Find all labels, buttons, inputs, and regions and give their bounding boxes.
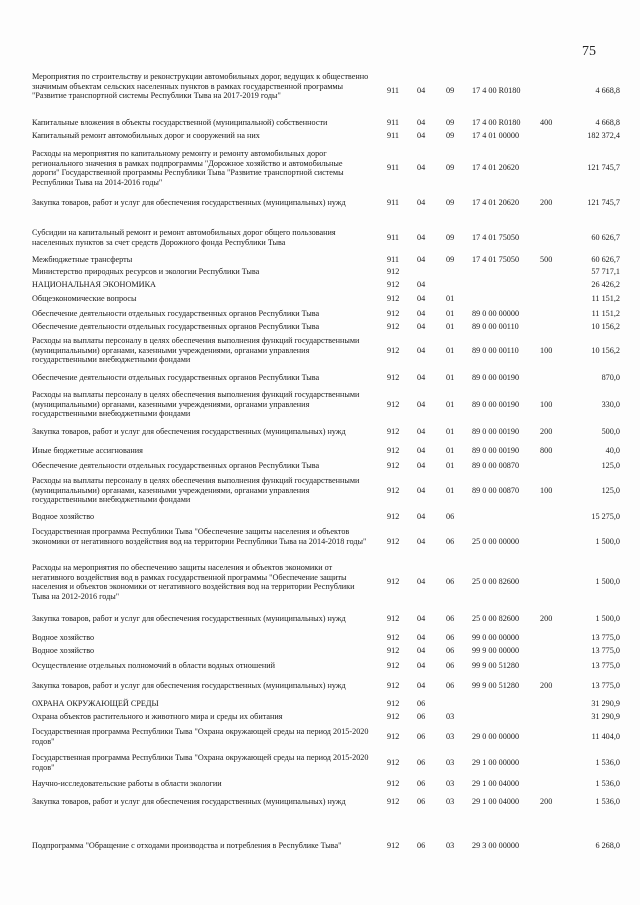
row-admin-code: 912 bbox=[387, 461, 400, 470]
row-name: Расходы на выплаты персоналу в целях обеспечения выполнения функций государственными (муниципальными) органами, казенными учреждениями, органами управления государственными внебюджетными фондами bbox=[32, 476, 360, 505]
row-target-article: 25 0 00 00000 bbox=[472, 536, 520, 546]
row-section-code: 06 bbox=[417, 757, 426, 767]
row-section-code: 04 bbox=[417, 661, 426, 670]
row-subsection-code: 06 bbox=[446, 681, 455, 690]
row-name: Межбюджетные трансферты bbox=[32, 255, 133, 264]
row-name: Закупка товаров, работ и услуг для обеспечения государственных (муниципальных) нужд bbox=[32, 614, 346, 623]
row-expense-type: 200 bbox=[540, 614, 553, 623]
row-admin-code: 912 bbox=[387, 757, 400, 767]
row-target-article: 29 3 00 00000 bbox=[472, 841, 520, 850]
row-amount: 1 536,0 bbox=[595, 757, 620, 767]
row-target-article: 17 4 00 R0180 bbox=[472, 118, 521, 127]
row-amount: 182 372,4 bbox=[587, 131, 620, 140]
row-subsection-code: 01 bbox=[446, 309, 455, 318]
row-target-article: 89 0 00 00110 bbox=[472, 322, 519, 331]
row-amount: 13 775,0 bbox=[591, 646, 620, 655]
row-amount: 40,0 bbox=[605, 446, 620, 455]
row-target-article: 17 4 01 20620 bbox=[472, 198, 520, 207]
row-name: Расходы на выплаты персоналу в целях обеспечения выполнения функций государственными (муниципальными) органами, казенными учреждениями, органами управления государственными внебюджетными фондами bbox=[32, 336, 360, 365]
row-section-code: 04 bbox=[417, 232, 426, 242]
row-section-code: 04 bbox=[417, 255, 426, 264]
row-amount: 60 626,7 bbox=[591, 255, 620, 264]
row-target-article: 99 0 00 00000 bbox=[472, 633, 520, 642]
row-subsection-code: 06 bbox=[446, 577, 455, 587]
row-amount: 31 290,9 bbox=[591, 712, 620, 721]
row-admin-code: 912 bbox=[387, 712, 400, 721]
row-subsection-code: 03 bbox=[446, 757, 455, 767]
row-name: Государственная программа Республики Тыва "Охрана окружающей среды на период 2015-2020 годов" bbox=[32, 753, 369, 772]
row-admin-code: 912 bbox=[387, 427, 400, 436]
row-section-code: 06 bbox=[417, 841, 426, 850]
row-name: Обеспечение деятельности отдельных государственных органов Республики Тыва bbox=[32, 373, 320, 382]
row-name: Закупка товаров, работ и услуг для обеспечения государственных (муниципальных) нужд bbox=[32, 427, 346, 436]
row-target-article: 89 0 00 00190 bbox=[472, 399, 520, 409]
row-subsection-code: 01 bbox=[446, 294, 455, 303]
row-admin-code: 911 bbox=[387, 131, 399, 140]
row-amount: 13 775,0 bbox=[591, 633, 620, 642]
row-target-article: 29 0 00 00000 bbox=[472, 731, 520, 741]
row-subsection-code: 06 bbox=[446, 661, 455, 670]
row-amount: 500,0 bbox=[601, 427, 620, 436]
row-section-code: 04 bbox=[417, 633, 426, 642]
row-target-article: 99 9 00 51280 bbox=[472, 661, 520, 670]
row-target-article: 29 1 00 04000 bbox=[472, 779, 520, 788]
row-target-article: 25 0 00 82600 bbox=[472, 614, 520, 623]
row-subsection-code: 09 bbox=[446, 232, 455, 242]
row-expense-type: 200 bbox=[540, 427, 553, 436]
row-subsection-code: 01 bbox=[446, 485, 455, 495]
row-section-code: 04 bbox=[417, 485, 426, 495]
row-target-article: 89 0 00 00110 bbox=[472, 345, 519, 355]
row-section-code: 04 bbox=[417, 681, 426, 690]
row-section-code: 04 bbox=[417, 163, 426, 173]
row-admin-code: 911 bbox=[387, 198, 399, 207]
row-name: Государственная программа Республики Тыва "Охрана окружающей среды на период 2015-2020 годов" bbox=[32, 727, 369, 746]
row-admin-code: 912 bbox=[387, 322, 400, 331]
row-subsection-code: 06 bbox=[446, 512, 455, 521]
row-name: Осуществление отдельных полномочий в области водных отношений bbox=[32, 661, 275, 670]
row-admin-code: 911 bbox=[387, 86, 399, 96]
row-amount: 125,0 bbox=[601, 461, 620, 470]
row-name: Обеспечение деятельности отдельных государственных органов Республики Тыва bbox=[32, 322, 320, 331]
row-target-article: 89 0 00 00190 bbox=[472, 446, 520, 455]
row-target-article: 89 0 00 00190 bbox=[472, 373, 520, 382]
row-target-article: 25 0 00 82600 bbox=[472, 577, 520, 587]
row-section-code: 04 bbox=[417, 512, 426, 521]
row-name: Государственная программа Республики Тыва "Обеспечение защиты населения и объектов экономики от негативного воздействия вод на территории Республики Тыва на 2014-2018 годы" bbox=[32, 527, 367, 546]
row-admin-code: 912 bbox=[387, 267, 400, 276]
row-subsection-code: 01 bbox=[446, 446, 455, 455]
row-name: Расходы на выплаты персоналу в целях обеспечения выполнения функций государственными (муниципальными) органами, казенными учреждениями, органами управления государственными внебюджетными фондами bbox=[32, 390, 360, 419]
row-amount: 1 536,0 bbox=[595, 797, 620, 806]
row-admin-code: 912 bbox=[387, 646, 400, 655]
row-section-code: 04 bbox=[417, 373, 426, 382]
row-subsection-code: 01 bbox=[446, 345, 455, 355]
row-subsection-code: 03 bbox=[446, 841, 455, 850]
row-target-article: 29 1 00 00000 bbox=[472, 757, 520, 767]
row-admin-code: 911 bbox=[387, 163, 399, 173]
row-name: Водное хозяйство bbox=[32, 512, 95, 521]
row-subsection-code: 09 bbox=[446, 163, 455, 173]
row-admin-code: 912 bbox=[387, 280, 400, 289]
row-admin-code: 912 bbox=[387, 731, 400, 741]
row-subsection-code: 09 bbox=[446, 86, 455, 96]
row-admin-code: 912 bbox=[387, 309, 400, 318]
row-section-code: 04 bbox=[417, 294, 426, 303]
row-name: Расходы на мероприятия по обеспечению защиты населения и объектов экономики от негативного воздействия вод в рамках государственной программы "Обеспечение защиты населения и объектов экономики от негативного воздействия вод на территории Республики Тыва на 2012-2016 годы" bbox=[32, 563, 355, 601]
row-target-article: 17 4 01 75050 bbox=[472, 232, 520, 242]
row-section-code: 04 bbox=[417, 309, 426, 318]
row-name: Водное хозяйство bbox=[32, 633, 95, 642]
row-expense-type: 800 bbox=[540, 446, 553, 455]
row-amount: 11 151,2 bbox=[591, 309, 620, 318]
row-amount: 10 156,2 bbox=[591, 322, 620, 331]
page-number: 75 bbox=[582, 44, 596, 59]
row-admin-code: 912 bbox=[387, 577, 400, 587]
row-section-code: 06 bbox=[417, 797, 426, 806]
row-subsection-code: 01 bbox=[446, 461, 455, 470]
row-expense-type: 100 bbox=[540, 399, 553, 409]
row-section-code: 04 bbox=[417, 577, 426, 587]
row-admin-code: 912 bbox=[387, 661, 400, 670]
row-expense-type: 200 bbox=[540, 681, 553, 690]
row-section-code: 04 bbox=[417, 399, 426, 409]
row-section-code: 04 bbox=[417, 280, 426, 289]
row-name: Закупка товаров, работ и услуг для обеспечения государственных (муниципальных) нужд bbox=[32, 797, 346, 806]
row-admin-code: 912 bbox=[387, 536, 400, 546]
row-expense-type: 200 bbox=[540, 198, 553, 207]
row-amount: 1 536,0 bbox=[595, 779, 620, 788]
row-name: Закупка товаров, работ и услуг для обеспечения государственных (муниципальных) нужд bbox=[32, 198, 346, 207]
row-amount: 1 500,0 bbox=[595, 536, 620, 546]
row-section-code: 04 bbox=[417, 536, 426, 546]
row-amount: 4 668,8 bbox=[595, 118, 620, 127]
row-section-code: 04 bbox=[417, 86, 426, 96]
row-section-code: 04 bbox=[417, 646, 426, 655]
row-subsection-code: 06 bbox=[446, 633, 455, 642]
row-name: Обеспечение деятельности отдельных государственных органов Республики Тыва bbox=[32, 461, 320, 470]
row-subsection-code: 09 bbox=[446, 118, 455, 127]
row-section-code: 04 bbox=[417, 131, 426, 140]
row-subsection-code: 06 bbox=[446, 536, 455, 546]
row-admin-code: 912 bbox=[387, 294, 400, 303]
row-amount: 15 275,0 bbox=[591, 512, 620, 521]
row-name: Субсидии на капитальный ремонт и ремонт автомобильных дорог общего пользования населенных пунктов за счет средств Дорожного фонда Республики Тыва bbox=[32, 228, 336, 247]
row-subsection-code: 09 bbox=[446, 198, 455, 207]
row-amount: 31 290,9 bbox=[591, 699, 620, 708]
row-name: НАЦИОНАЛЬНАЯ ЭКОНОМИКА bbox=[32, 280, 156, 289]
row-subsection-code: 01 bbox=[446, 373, 455, 382]
row-name: Капитальные вложения в объекты государственной (муниципальной) собственности bbox=[32, 118, 328, 127]
row-expense-type: 100 bbox=[540, 485, 553, 495]
row-expense-type: 200 bbox=[540, 797, 553, 806]
row-target-article: 89 0 00 00190 bbox=[472, 427, 520, 436]
row-target-article: 89 0 00 00870 bbox=[472, 485, 520, 495]
row-name: Министерство природных ресурсов и экологии Республики Тыва bbox=[32, 267, 260, 276]
row-section-code: 04 bbox=[417, 118, 426, 127]
row-admin-code: 912 bbox=[387, 681, 400, 690]
row-subsection-code: 06 bbox=[446, 614, 455, 623]
row-amount: 11 404,0 bbox=[591, 731, 620, 741]
row-subsection-code: 01 bbox=[446, 427, 455, 436]
row-target-article: 17 4 00 R0180 bbox=[472, 86, 521, 96]
row-section-code: 06 bbox=[417, 731, 426, 741]
row-subsection-code: 01 bbox=[446, 322, 455, 331]
row-admin-code: 912 bbox=[387, 633, 400, 642]
row-name: Охрана объектов растительного и животного мира и среды их обитания bbox=[32, 712, 283, 721]
row-admin-code: 912 bbox=[387, 512, 400, 521]
row-amount: 57 717,1 bbox=[591, 267, 620, 276]
row-admin-code: 912 bbox=[387, 345, 400, 355]
row-amount: 330,0 bbox=[601, 399, 620, 409]
row-admin-code: 912 bbox=[387, 841, 400, 850]
row-admin-code: 911 bbox=[387, 118, 399, 127]
row-section-code: 04 bbox=[417, 614, 426, 623]
row-target-article: 99 9 00 00000 bbox=[472, 646, 520, 655]
row-section-code: 04 bbox=[417, 198, 426, 207]
row-expense-type: 500 bbox=[540, 255, 553, 264]
row-name: Мероприятия по строительству и реконструкции автомобильных дорог, ведущих к общественно значимым объектам сельских населенных пунктов в рамках государственной программы "Развитие транспортной системы Республики Тыва на 2017-2019 годы" bbox=[32, 72, 369, 101]
row-name: Иные бюджетные ассигнования bbox=[32, 446, 143, 455]
row-section-code: 04 bbox=[417, 461, 426, 470]
row-target-article: 17 4 01 20620 bbox=[472, 163, 520, 173]
row-name: Обеспечение деятельности отдельных государственных органов Республики Тыва bbox=[32, 309, 320, 318]
row-amount: 121 745,7 bbox=[587, 163, 620, 173]
row-subsection-code: 09 bbox=[446, 255, 455, 264]
row-amount: 13 775,0 bbox=[591, 661, 620, 670]
row-subsection-code: 03 bbox=[446, 797, 455, 806]
row-amount: 121 745,7 bbox=[587, 198, 620, 207]
row-target-article: 89 0 00 00870 bbox=[472, 461, 520, 470]
row-target-article: 89 0 00 00000 bbox=[472, 309, 520, 318]
row-expense-type: 400 bbox=[540, 118, 553, 127]
row-subsection-code: 09 bbox=[446, 131, 455, 140]
row-admin-code: 911 bbox=[387, 232, 399, 242]
row-section-code: 06 bbox=[417, 712, 426, 721]
row-admin-code: 911 bbox=[387, 255, 399, 264]
row-expense-type: 100 bbox=[540, 345, 553, 355]
row-admin-code: 912 bbox=[387, 779, 400, 788]
row-admin-code: 912 bbox=[387, 446, 400, 455]
row-name: Научно-исследовательские работы в области экологии bbox=[32, 779, 222, 788]
row-amount: 60 626,7 bbox=[591, 232, 620, 242]
row-name: Подпрограмма "Обращение с отходами производства и потребления в Республике Тыва" bbox=[32, 841, 342, 850]
row-subsection-code: 06 bbox=[446, 646, 455, 655]
row-admin-code: 912 bbox=[387, 373, 400, 382]
row-section-code: 06 bbox=[417, 779, 426, 788]
row-section-code: 04 bbox=[417, 322, 426, 331]
row-name: Закупка товаров, работ и услуг для обеспечения государственных (муниципальных) нужд bbox=[32, 681, 346, 690]
row-amount: 1 500,0 bbox=[595, 614, 620, 623]
row-amount: 4 668,8 bbox=[595, 86, 620, 96]
row-amount: 870,0 bbox=[601, 373, 620, 382]
row-admin-code: 912 bbox=[387, 614, 400, 623]
row-subsection-code: 03 bbox=[446, 712, 455, 721]
row-target-article: 17 4 01 00000 bbox=[472, 131, 520, 140]
row-subsection-code: 03 bbox=[446, 779, 455, 788]
row-amount: 6 268,0 bbox=[595, 841, 620, 850]
row-amount: 13 775,0 bbox=[591, 681, 620, 690]
row-target-article: 29 1 00 04000 bbox=[472, 797, 520, 806]
row-name: Общеэкономические вопросы bbox=[32, 294, 137, 303]
row-section-code: 04 bbox=[417, 427, 426, 436]
row-subsection-code: 03 bbox=[446, 731, 455, 741]
row-admin-code: 912 bbox=[387, 485, 400, 495]
row-amount: 26 426,2 bbox=[591, 280, 620, 289]
row-target-article: 99 9 00 51280 bbox=[472, 681, 520, 690]
row-section-code: 04 bbox=[417, 345, 426, 355]
row-amount: 10 156,2 bbox=[591, 345, 620, 355]
row-name: Расходы на мероприятия по капитальному ремонту и ремонту автомобильных дорог регионального значения в рамках подпрограммы "Дорожное хозяйство и автомобильные дороги" Государственной программы Республики Тыва "Развитие транспортной системы Республики Тыва на 2014-2016 годы" bbox=[32, 149, 344, 187]
row-section-code: 04 bbox=[417, 446, 426, 455]
row-subsection-code: 01 bbox=[446, 399, 455, 409]
row-name: ОХРАНА ОКРУЖАЮЩЕЙ СРЕДЫ bbox=[32, 699, 159, 708]
row-admin-code: 912 bbox=[387, 797, 400, 806]
row-target-article: 17 4 01 75050 bbox=[472, 255, 520, 264]
row-section-code: 06 bbox=[417, 699, 426, 708]
row-amount: 1 500,0 bbox=[595, 577, 620, 587]
row-admin-code: 912 bbox=[387, 399, 400, 409]
row-amount: 125,0 bbox=[601, 485, 620, 495]
row-name: Капитальный ремонт автомобильных дорог и сооружений на них bbox=[32, 131, 260, 140]
row-admin-code: 912 bbox=[387, 699, 400, 708]
row-name: Водное хозяйство bbox=[32, 646, 95, 655]
row-amount: 11 151,2 bbox=[591, 294, 620, 303]
